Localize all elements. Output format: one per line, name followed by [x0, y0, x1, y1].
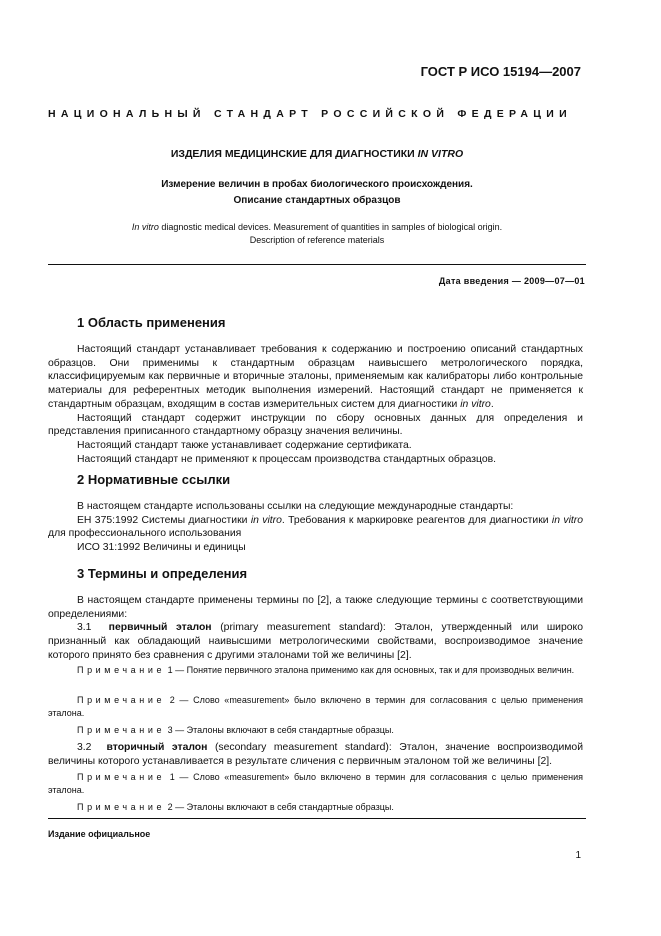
note-3-1-1-text: 1 — Понятие первичного эталона применимо как для основных, так и для производных величин. [165, 665, 575, 675]
english-title-line-2: Description of reference materials [249, 235, 385, 245]
ref-1-italic-2: in vitro [551, 514, 584, 526]
section-1-paragraph-2: Настоящий стандарт содержит инструкции по сбору основных данных для определения и представления приписанного стандартному образцу значения величины. [48, 412, 583, 438]
section-2-paragraph-1: В настоящем стандарте использованы ссылки на следующие международные стандарты: [77, 501, 514, 512]
page-number: 1 [575, 850, 581, 861]
section-1-paragraph-3: Настоящий стандарт также устанавливает содержание сертификата. [77, 439, 412, 451]
note-3-1-2-text: 2 — Слово «measurement» было включено в термин для согласования с целью применения эталона. [48, 695, 583, 718]
ref-1-part-c: для профессионального использования [48, 528, 242, 540]
section-2-reference-2: ИСО 31:1992 Величины и единицы [77, 542, 246, 554]
section-2-body [48, 500, 583, 555]
section-3-paragraph-1: В настоящем стандарте применены термины по [2], а также следующие термины с соответствующими определениями: [48, 595, 583, 620]
note-label: Примечание [77, 665, 166, 675]
introduction-date: Дата введения — 2009—07—01 [438, 276, 585, 286]
subtitle-line-1: Измерение величин в пробах биологического происхождения. [161, 179, 473, 190]
term-3-2 [48, 741, 583, 768]
note-3-1-3 [48, 724, 583, 737]
section-3-heading: 3 Термины и определения [77, 566, 248, 581]
section-3-intro [48, 594, 583, 663]
note-3-1-1 [48, 664, 583, 677]
english-title-line-1 [48, 221, 586, 234]
note-3-2-1 [48, 771, 583, 796]
ref-1-part-b: . Требования к маркировке реагентов для диагностики [281, 514, 552, 526]
english-title [48, 221, 586, 247]
section-1-heading: 1 Область применения [77, 315, 226, 330]
section-2-heading: 2 Нормативные ссылки [77, 472, 231, 487]
section-1-p1-end: . [490, 398, 494, 410]
note-3-2-1-text: 1 — Слово «measurement» было включено в термин для согласования с целью применения эталона. [48, 772, 583, 795]
document-title [48, 148, 586, 160]
section-1-paragraph-4: Настоящий стандарт не применяют к процессам производства стандартных образцов. [77, 453, 497, 465]
section-1-paragraph-1 [48, 343, 583, 412]
ref-1-italic-1: in vitro [250, 514, 282, 526]
term-3-1 [48, 621, 583, 662]
note-3-1-3-text: 3 — Эталоны включают в себя стандартные образцы. [165, 725, 394, 735]
note-3-1-2 [48, 694, 583, 719]
term-3-1-definition: (primary measurement standard): Эталон, утвержденный или широко признанный как обладающий наивысшими метрологическими свойствами, воспроизводимое значение которого принято без сравнения с другими эталонами той же величины [2]. [48, 622, 583, 661]
section-1-body [48, 343, 583, 466]
note-label: Примечание [77, 725, 166, 735]
term-3-2-number: 3.2 [77, 742, 92, 753]
section-1-p1-italic: in vitro [460, 398, 491, 410]
section-2-reference-1 [48, 514, 583, 541]
note-3-2-2 [48, 801, 583, 814]
term-3-2-block [48, 741, 583, 768]
term-3-1-number: 3.1 [77, 622, 92, 634]
term-3-1-name: первичный эталон [108, 622, 212, 634]
ref-1-part-a: ЕН 375:1992 Системы диагностики [77, 514, 251, 526]
note-label: Примечание [77, 802, 166, 812]
footer-divider [48, 818, 586, 819]
note-label: Примечание [77, 772, 166, 782]
document-code: ГОСТ Р ИСО 15194—2007 [420, 64, 581, 79]
english-title-italic: In vitro [131, 222, 159, 232]
term-3-2-definition: (secondary measurement standard): Эталон, значение воспроизводимой величины которого устанавливается в результате сличения с первичным эталоном той же величины [2]. [48, 742, 583, 767]
note-3-2-2-text: 2 — Эталоны включают в себя стандартные образцы. [165, 802, 394, 812]
english-title-line-1-rest: diagnostic medical devices. Measurement of quantities in samples of biological origin. [158, 222, 503, 232]
note-label: Примечание [77, 695, 166, 705]
national-standard-banner: НАЦИОНАЛЬНЫЙ СТАНДАРТ РОССИЙСКОЙ ФЕДЕРАЦИИ [48, 108, 572, 120]
official-edition-label: Издание официальное [48, 829, 151, 839]
term-3-2-name: вторичный эталон [106, 742, 208, 753]
document-subtitle [48, 177, 586, 209]
section-1-p1-text: Настоящий стандарт устанавливает требования к содержанию и построению описаний стандартных образцов. Они применимы к стандартным образцам наивысшего метрологического порядка, классифицируемым как первичные и вторичные эталоны, применяемым как калибраторы либо контрольные материалы для референтных методик выполнения измерений. Настоящий стандарт не применяется к стандартным образцам, входящим в состав измерительных систем для диагностики [48, 344, 583, 410]
title-main-text: ИЗДЕЛИЯ МЕДИЦИНСКИЕ ДЛЯ ДИАГНОСТИКИ [170, 148, 418, 160]
title-main-italic: IN VITRO [417, 148, 464, 160]
subtitle-line-2: Описание стандартных образцов [233, 195, 401, 206]
title-divider [48, 264, 586, 265]
